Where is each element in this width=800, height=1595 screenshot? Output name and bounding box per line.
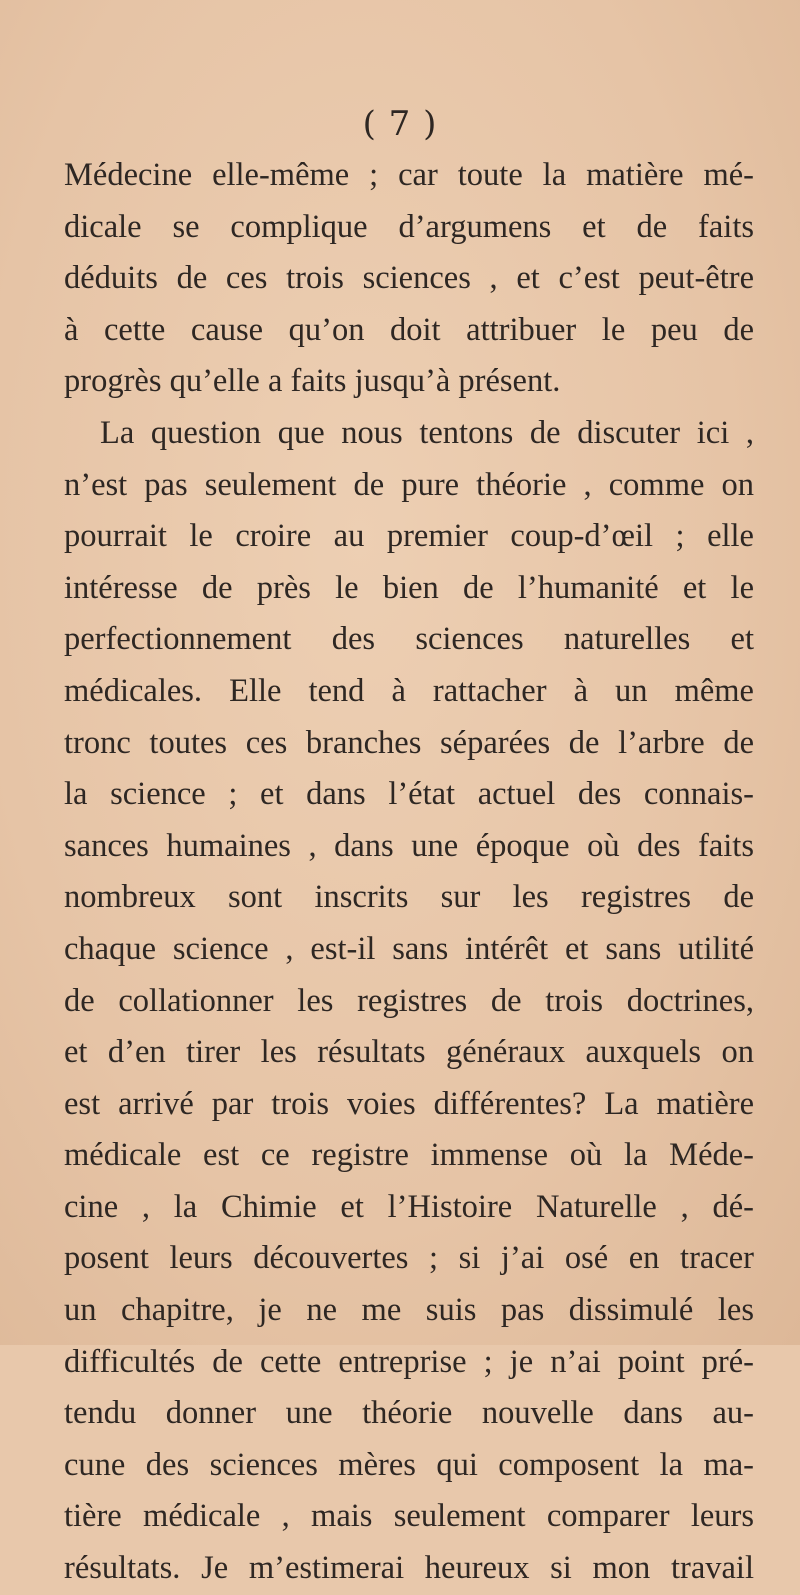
text-line: difficultés de cette entreprise ; je n’ai point pré- [64,1343,754,1380]
text-line: résultats. Je m’estimerai heureux si mon travail [64,1550,754,1587]
text-line: perfectionnement des sciences naturelles et [64,621,754,658]
text-line: dicale se complique d’argumens et de faits [64,208,754,245]
text-line: progrès qu’elle a faits jusqu’à présent. [64,363,561,400]
text-line: un chapitre, je ne me suis pas dissimulé les [64,1292,754,1329]
text-line: cine , la Chimie et l’Histoire Naturelle , dé- [64,1188,754,1225]
text-line: médicale est ce registre immense où la Méde- [64,1137,754,1174]
page-number: ( 7 ) [362,104,438,144]
text-line: pourrait le croire au premier coup-d’œil ; elle [64,518,754,555]
text-line: Médecine elle-même ; car toute la matière mé- [64,157,754,193]
text-line: de collationner les registres de trois doctrines, [64,982,754,1019]
text-line: tière médicale , mais seulement comparer leurs [64,1498,754,1535]
text-line: tendu donner une théorie nouvelle dans au- [64,1395,754,1432]
text-line: intéresse de près le bien de l’humanité et le [64,569,754,606]
text-line: sances humaines , dans une époque où des faits [64,827,754,864]
text-line: cune des sciences mères qui composent la ma- [64,1446,754,1483]
text-line: déduits de ces trois sciences , et c’est peut-être [64,260,754,297]
text-line: médicales. Elle tend à rattacher à un même [64,672,754,709]
text-line: tronc toutes ces branches séparées de l’arbre de [64,724,754,761]
text-line: posent leurs découvertes ; si j’ai osé en tracer [64,1240,754,1277]
body-text [64,150,754,1595]
text-line: à cette cause qu’on doit attribuer le peu de [64,311,754,348]
text-line: nombreux sont inscrits sur les registres de [64,879,754,916]
text-line: est arrivé par trois voies différentes? La matière [64,1085,754,1122]
text-line: chaque science , est-il sans intérêt et sans utilité [64,930,754,967]
text-line: la science ; et dans l’état actuel des connais- [64,776,754,813]
text-line: n’est pas seulement de pure théorie , comme on [64,466,754,503]
text-line: La question que nous tentons de discuter ici , [100,414,754,451]
text-line: et d’en tirer les résultats généraux auxquels on [64,1034,754,1071]
